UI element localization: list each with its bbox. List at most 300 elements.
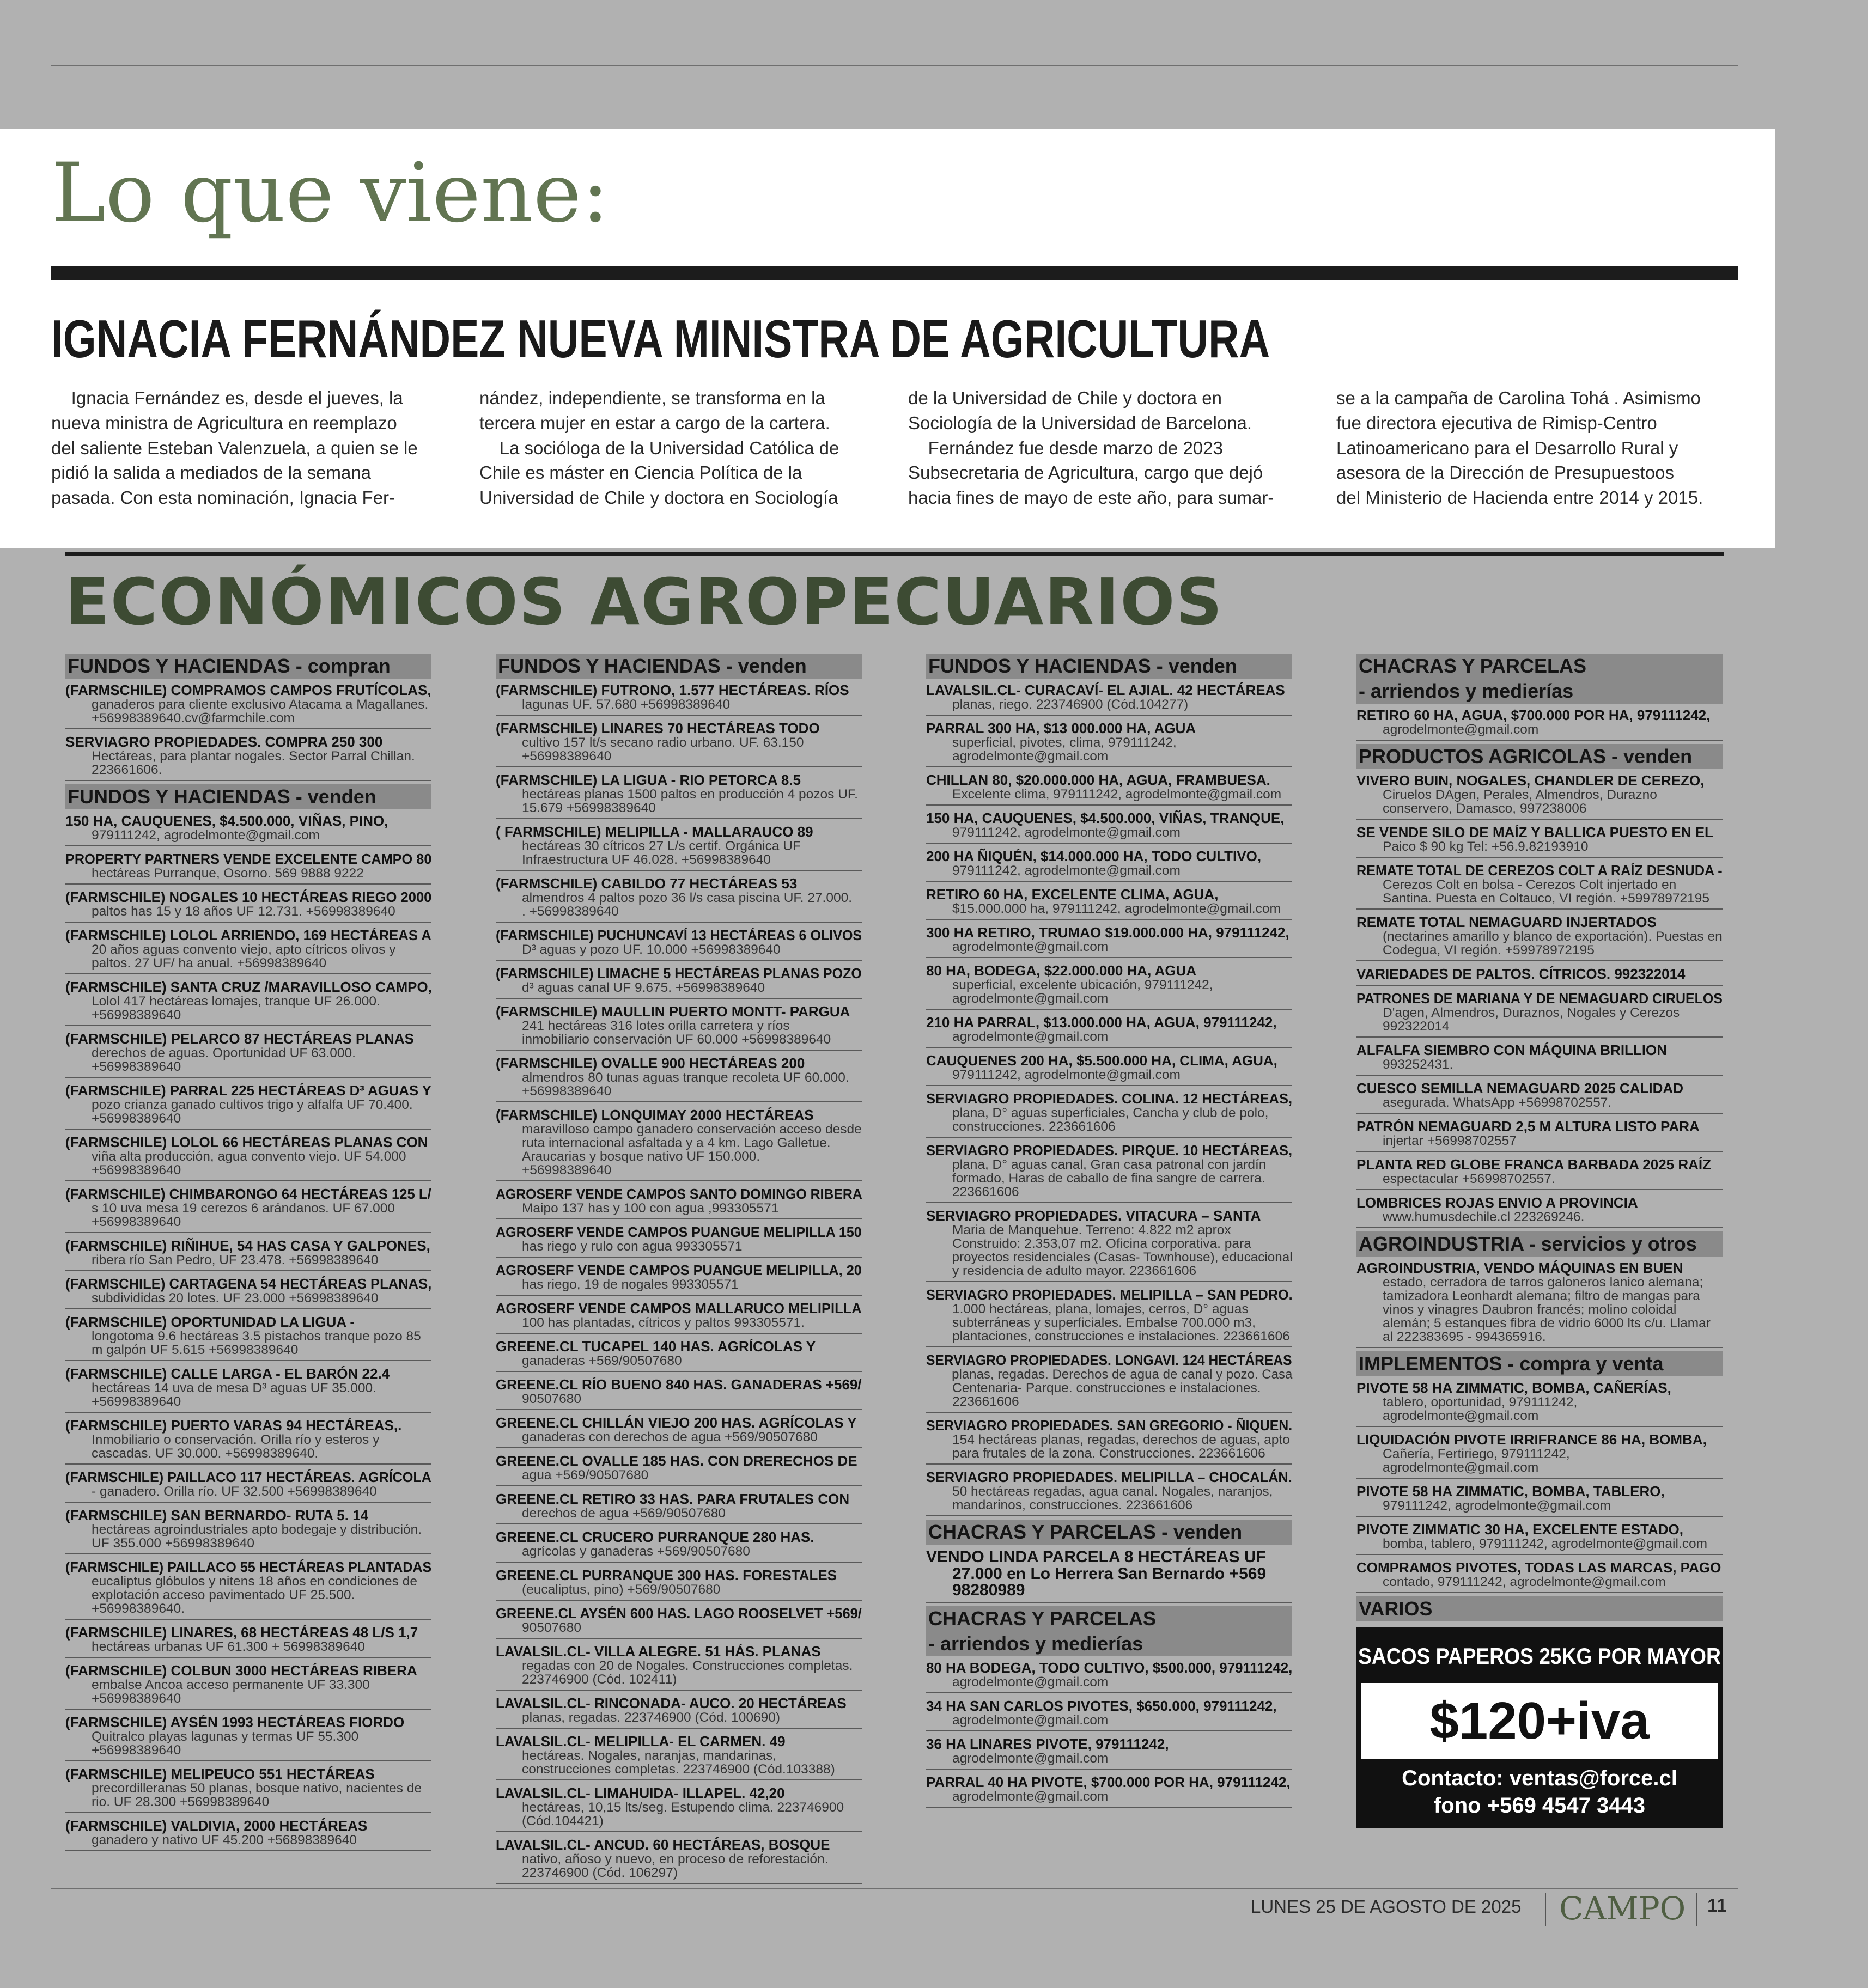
classified-ad: [1356, 965, 1723, 986]
ad-title: SERVIAGRO PROPIEDADES. LONGAVI. 124 HECTÁREAS: [926, 1352, 1292, 1368]
ad-body-line: 992322014: [1383, 1019, 1450, 1034]
section-header: [1356, 1231, 1723, 1257]
ad-title: SERVIAGRO PROPIEDADES. VITACURA – SANTA: [926, 1208, 1261, 1224]
classified-ad: [496, 1002, 862, 1051]
ad-title: (FARMSCHILE) CARTAGENA 54 HECTÁREAS PLANAS,: [65, 1276, 432, 1292]
classified-ad: [1356, 1155, 1723, 1190]
section-header-line: - arriendos y medierías: [928, 1632, 1143, 1655]
classifieds-column-3: [926, 654, 1292, 1811]
ad-title: RETIRO 60 HA, EXCELENTE CLIMA, AGUA,: [926, 886, 1219, 902]
ad-body-line: (eucaliptus, pino) +569/90507680: [522, 1582, 721, 1597]
ad-body-line: longotoma 9.6 hectáreas 3.5 pistachos tranque pozo 85: [92, 1329, 421, 1344]
ad-body-line: 223746900 (Cód. 106297): [522, 1865, 678, 1880]
ad-title: GREENE.CL OVALLE 185 HAS. CON DRERECHOS DE: [496, 1453, 857, 1469]
section-header: [926, 654, 1292, 679]
classified-ad: [1356, 1041, 1723, 1076]
classified-ad: [65, 1029, 431, 1078]
ad-body-line: +56998389640: [522, 1163, 612, 1178]
section-divider: [51, 266, 1738, 280]
classified-ad: [926, 1697, 1292, 1731]
ad-body-line: 979111242, agrodelmonte@gmail.com: [952, 863, 1181, 878]
ad-body-line: Codegua, VI región. +59978972195: [1383, 943, 1595, 958]
classified-ad: [926, 809, 1292, 844]
article-line: Latinoamericano para el Desarrollo Rural y: [1336, 437, 1678, 458]
footer-date: LUNES 25 DE AGOSTO DE 2025: [1251, 1896, 1522, 1917]
classified-ad: [496, 1490, 862, 1524]
ad-body-line: +56998389640: [92, 1163, 181, 1178]
ad-body-line: plantaciones, construcciones e instalaciones. 223661606: [952, 1329, 1290, 1344]
classified-ad: [65, 1623, 431, 1658]
classified-ad: [496, 1732, 862, 1780]
classified-ad: [926, 1735, 1292, 1770]
classified-ad: [65, 1661, 431, 1710]
ad-title: 150 HA, CAUQUENES, $4.500.000, VIÑAS, PINO,: [65, 813, 388, 829]
ad-title: PROPERTY PARTNERS VENDE EXCELENTE CAMPO 80: [65, 851, 432, 867]
ad-title: (FARMSCHILE) RIÑIHUE, 54 HAS CASA Y GALPONES,: [65, 1237, 430, 1254]
ad-body-line: paltos has 15 y 18 años UF 12.731. +56998389640: [92, 904, 395, 919]
ad-body-line: 154 hectáreas planas, regadas, derechos de aguas, apto: [952, 1432, 1290, 1447]
ad-title: COMPRAMOS PIVOTES, TODAS LAS MARCAS, PAGO: [1356, 1559, 1721, 1576]
ad-title: ( FARMSCHILE) MELIPILLA - MALLARAUCO 89: [496, 824, 813, 840]
ad-body-line: Cerezos Colt en bolsa - Cerezos Colt injertado en: [1383, 877, 1677, 892]
ad-body-line: derechos de agua +569/90507680: [522, 1506, 726, 1521]
classifieds-column-4: [1356, 654, 1723, 1828]
ad-title: LAVALSIL.CL- ANCUD. 60 HECTÁREAS, BOSQUE: [496, 1837, 830, 1853]
promo-contact-line: fono +569 4547 3443: [1433, 1794, 1646, 1818]
ad-body-line: hectáreas 30 cítricos 27 L/s certif. Orgánica UF: [522, 839, 801, 853]
section-header-line: FUNDOS Y HACIENDAS - venden: [928, 655, 1237, 677]
ad-body-line: www.humusdechile.cl 223269246.: [1383, 1210, 1585, 1224]
ad-body-line: derechos de aguas. Oportunidad UF 63.000.: [92, 1046, 356, 1060]
ad-title: SE VENDE SILO DE MAÍZ Y BALLICA PUESTO EN EL: [1356, 824, 1713, 840]
classified-ad: [926, 847, 1292, 882]
ad-body-line: superficial, excelente ubicación, 979111242,: [952, 978, 1213, 992]
classified-ad: [496, 964, 862, 999]
classified-ad: [926, 1351, 1292, 1413]
ad-body-line: +56998389640: [92, 1394, 181, 1409]
classified-ad: [65, 926, 431, 974]
ad-body-line: +56998389640: [92, 1008, 181, 1022]
ad-title: SERVIAGRO PROPIEDADES. SAN GREGORIO - ÑIQUEN.: [926, 1417, 1293, 1434]
section-header-line: VARIOS: [1359, 1597, 1433, 1620]
ad-title: SERVIAGRO PROPIEDADES. COLINA. 12 HECTÁREAS,: [926, 1090, 1293, 1107]
ad-body-line: agrodelmonte@gmail.com: [1383, 1460, 1539, 1475]
article-line: tercera mujer en estar a cargo de la cartera.: [479, 412, 830, 433]
ad-body-line: hectáreas 14 uva de mesa D³ aguas UF 35.000.: [92, 1381, 376, 1395]
ad-body-line: agua +569/90507680: [522, 1468, 649, 1483]
ad-body-line: 100 has plantadas, cítricos y paltos 993305571.: [522, 1315, 805, 1330]
classified-ad: [926, 681, 1292, 716]
ad-title: GREENE.CL TUCAPEL 140 HAS. AGRÍCOLAS Y: [496, 1338, 816, 1355]
ad-body-line: D'agen, Almendros, Duraznos, Nogales y Cerezos: [1383, 1005, 1680, 1020]
ad-title: (FARMSCHILE) MELIPEUCO 551 HECTÁREAS: [65, 1766, 375, 1782]
ad-title: LIQUIDACIÓN PIVOTE IRRIFRANCE 86 HA, BOMBA,: [1356, 1431, 1707, 1448]
classified-ad: [1356, 1079, 1723, 1114]
ad-body-line: Inmobiliario o conservación. Orilla río y esteros y: [92, 1432, 380, 1447]
promo-price: $120+iva: [1361, 1683, 1718, 1759]
page-number: 11: [1707, 1895, 1727, 1916]
classified-ad: [496, 1106, 862, 1181]
ad-title: AGROINDUSTRIA, VENDO MÁQUINAS EN BUEN: [1356, 1260, 1683, 1276]
classified-ad: [65, 1468, 431, 1503]
ad-body-line: y residencia de adulto mayor. 223661606: [952, 1264, 1197, 1278]
ad-title: (FARMSCHILE) LOLOL 66 HECTÁREAS PLANAS CON: [65, 1134, 428, 1150]
ad-title: 80 HA BODEGA, TODO CULTIVO, $500.000, 979111242,: [926, 1660, 1293, 1676]
article-line: Subsecretaria de Agricultura, cargo que dejó: [908, 462, 1263, 483]
ad-title: (FARMSCHILE) COMPRAMOS CAMPOS FRUTÍCOLAS,: [65, 682, 431, 698]
section-header-line: IMPLEMENTOS - compra y venta: [1359, 1352, 1664, 1375]
ad-title: PARRAL 40 HA PIVOTE, $700.000 POR HA, 979111242,: [926, 1774, 1291, 1790]
ad-body-line: agrodelmonte@gmail.com: [952, 940, 1109, 954]
ad-title: (FARMSCHILE) NOGALES 10 HECTÁREAS RIEGO 2000: [65, 889, 432, 905]
classified-ad: [496, 926, 862, 961]
classified-ad: [926, 1773, 1292, 1808]
classified-ad: [926, 1658, 1292, 1693]
ad-body-line: Cañería, Fertiriego, 979111242,: [1383, 1447, 1570, 1461]
ad-body-line: Paico $ 90 kg Tel: +56.9.82193910: [1383, 839, 1589, 854]
ad-body-line: ganaderas +569/90507680: [522, 1353, 682, 1368]
ad-title: ALFALFA SIEMBRO CON MÁQUINA BRILLION: [1356, 1042, 1668, 1058]
ad-body-line: planas, riego. 223746900 (Cód.104277): [952, 697, 1189, 712]
top-rule: [51, 65, 1738, 66]
ad-body-line: +56998389640.cv@farmchile.com: [92, 711, 295, 725]
ad-title: LAVALSIL.CL- CURACAVÍ- EL AJIAL. 42 HECTÁREAS: [926, 682, 1285, 698]
classified-ad: [1356, 771, 1723, 820]
article-line: Chile es máster en Ciencia Política de la: [479, 462, 802, 483]
classified-ad: [496, 1784, 862, 1832]
article-line: Fernández fue desde marzo de 2023: [908, 437, 1223, 458]
ad-body-line: +56998389640: [92, 1743, 181, 1758]
ad-body-line: +56998389640: [522, 1084, 612, 1099]
ad-body-line: 993252431.: [1383, 1057, 1453, 1072]
classified-ad: [1356, 1482, 1723, 1517]
classified-ad: [65, 1364, 431, 1413]
classified-ad: [496, 1185, 862, 1219]
classified-ad: [65, 1274, 431, 1309]
ad-body-line: ruta internacional asfaltada y a 4 km. Lago Galletue.: [522, 1136, 831, 1150]
ad-body-line: 241 hectáreas 316 lotes orilla carretera y ríos: [522, 1019, 790, 1033]
ad-body-line: Hectáreas, para plantar nogales. Sector Parral Chillan.: [92, 749, 415, 764]
classified-ad: [926, 923, 1292, 958]
ad-body-line: almendros 80 tunas aguas tranque recoleta UF 60.000.: [522, 1070, 849, 1085]
classified-ad: [496, 1337, 862, 1372]
footer-separator: [1545, 1893, 1546, 1926]
ad-body-line: formado, Haras de caballo de fina sangre de carrera.: [952, 1171, 1265, 1186]
ad-body-line: agrodelmonte@gmail.com: [952, 991, 1109, 1006]
ad-body-line: Centenaria- Parque. construcciones e instalaciones.: [952, 1381, 1261, 1395]
classified-ad: [496, 1375, 862, 1410]
ad-body-line: has riego y rulo con agua 993305571: [522, 1239, 743, 1254]
classified-ad: [496, 681, 862, 716]
ad-body-line: 223661606: [952, 1394, 1019, 1409]
ad-title: GREENE.CL CHILLÁN VIEJO 200 HAS. AGRÍCOLAS Y: [496, 1414, 857, 1431]
ad-title: (FARMSCHILE) CALLE LARGA - EL BARÓN 22.4: [65, 1365, 390, 1382]
classified-ad: [496, 771, 862, 819]
ad-body-line: (Cód.104421): [522, 1814, 604, 1828]
ad-title: (FARMSCHILE) LINARES 70 HECTÁREAS TODO: [496, 720, 820, 736]
article-column-4: [1336, 386, 1742, 510]
ad-body-line: proyectos residenciales (Casas- Townhouse), educacional: [952, 1250, 1293, 1265]
ad-title: (FARMSCHILE) PAILLACO 55 HECTÁREAS PLANTADAS: [65, 1559, 432, 1575]
ad-body-line: espectacular +56998702557.: [1383, 1172, 1555, 1186]
ad-title: VARIEDADES DE PALTOS. CÍTRICOS. 992322014: [1356, 966, 1686, 982]
section-header-line: FUNDOS Y HACIENDAS - venden: [498, 655, 807, 677]
classified-ad: [65, 812, 431, 846]
ad-body-line: +56998389640.: [92, 1601, 185, 1616]
ad-body-line: - ganadero. Orilla río. UF 32.500 +56998389640: [92, 1484, 377, 1499]
ad-body-line: Maipo 137 has y 100 con agua ,993305571: [522, 1201, 779, 1216]
ad-title: SERVIAGRO PROPIEDADES. MELIPILLA – SAN PEDRO.: [926, 1286, 1293, 1303]
classified-ad: [65, 681, 431, 729]
ad-body-line: 90507680: [522, 1620, 582, 1635]
ad-body-line: agrodelmonte@gmail.com: [952, 1789, 1109, 1804]
ad-title: 200 HA ÑIQUÉN, $14.000.000 HA, TODO CULTIVO,: [926, 848, 1262, 864]
classified-ad: [496, 1223, 862, 1258]
section-header-line: CHACRAS Y PARCELAS: [928, 1607, 1157, 1630]
ad-body-line: Araucarias y bosque nativo UF 150.000.: [522, 1149, 760, 1164]
classified-ad: [496, 1642, 862, 1691]
ad-body-line: paltos. 27 UF/ ha anual. +56998389640: [92, 956, 327, 971]
classified-ad: [496, 1694, 862, 1729]
classified-ad: [1356, 1558, 1723, 1593]
classified-ad: [926, 771, 1292, 806]
ad-title: (FARMSCHILE) FUTRONO, 1.577 HECTÁREAS. RÍOS: [496, 682, 849, 698]
ad-body-line: hectáreas. Nogales, naranjas, mandarinas,: [522, 1748, 777, 1763]
ad-title: (FARMSCHILE) CHIMBARONGO 64 HECTÁREAS 125 L/: [65, 1186, 431, 1202]
classifieds-column-1: [65, 654, 431, 1855]
ad-body-line: eucaliptus glóbulos y nitens 18 años en condiciones de: [92, 1574, 417, 1589]
ad-title: LOMBRICES ROJAS ENVIO A PROVINCIA: [1356, 1194, 1638, 1211]
article-line: pidió la salida a mediados de la semana: [51, 462, 372, 483]
ad-title: CAUQUENES 200 HA, $5.500.000 HA, CLIMA, AGUA,: [926, 1052, 1277, 1069]
classified-ad: [926, 1089, 1292, 1138]
ad-body-line: cascadas. UF 30.000. +56998389640.: [92, 1446, 319, 1461]
classified-ad: [496, 719, 862, 767]
ad-body-line: d³ aguas canal UF 9.675. +56998389640: [522, 980, 765, 995]
classified-ad: [65, 1313, 431, 1361]
classified-ad: [65, 888, 431, 923]
ad-body-line: +56998389640: [92, 1111, 181, 1126]
ad-body-line: 979111242, agrodelmonte@gmail.com: [952, 825, 1181, 840]
ad-body-line: agrodelmonte@gmail.com: [952, 749, 1109, 764]
ad-title: (FARMSCHILE) MAULLIN PUERTO MONTT- PARGUA: [496, 1003, 850, 1020]
classified-ad: [496, 1299, 862, 1334]
classified-ad: [1356, 1379, 1723, 1427]
article-line: fue directora ejecutiva de Rimisp-Centro: [1336, 412, 1657, 433]
ad-title: REMATE TOTAL NEMAGUARD INJERTADOS: [1356, 914, 1657, 930]
classified-ad: [1356, 913, 1723, 961]
ad-body-line: almendros 4 paltos pozo 36 l/s casa piscina UF. 27.000.: [522, 891, 853, 905]
ad-body-line: alemán; 5 estanques fibra de vidrio 6000 lts c/u. Llamar: [1383, 1316, 1711, 1331]
ad-body-line: +56998389640: [92, 1215, 181, 1229]
ad-title: LAVALSIL.CL- RINCONADA- AUCO. 20 HECTÁREAS: [496, 1695, 847, 1711]
classified-ad: [926, 885, 1292, 920]
section-header-line: CHACRAS Y PARCELAS - venden: [928, 1521, 1243, 1543]
classified-ad: [1356, 989, 1723, 1038]
ad-title: PIVOTE 58 HA ZIMMATIC, BOMBA, TABLERO,: [1356, 1483, 1665, 1499]
ad-body-line: Maria de Manquehue. Terreno: 4.822 m2 aprox: [952, 1223, 1231, 1237]
ad-body-line: tablero, oportunidad, 979111242,: [1383, 1395, 1578, 1410]
classified-ad: [496, 1413, 862, 1448]
ad-body-line: tamizadora Leonhardt alemana; filtro de mangas para: [1383, 1289, 1700, 1303]
ad-title: SERVIAGRO PROPIEDADES. PIRQUE. 10 HECTÁREAS,: [926, 1142, 1293, 1158]
classified-ad: [65, 1133, 431, 1181]
classified-ad: [65, 733, 431, 781]
ad-body-line: vinos y vinagres Daubron francés; molino coloidal: [1383, 1302, 1677, 1317]
ad-body-line: precordilleranas 50 planas, bosque nativo, nacientes de: [92, 1781, 422, 1796]
ad-body-line: construcciones. 223661606: [952, 1119, 1116, 1134]
section-header: [65, 654, 431, 679]
ad-body-line: +56998389640: [92, 1691, 181, 1706]
ad-body-line: ganadero y nativo UF 45.200 +56898389640: [92, 1833, 357, 1847]
ad-title: LAVALSIL.CL- LIMAHUIDA- ILLAPEL. 42,20: [496, 1785, 785, 1801]
ad-body-line: subterráneas y superficiales. Embalse 700.000 m3,: [952, 1315, 1256, 1330]
ad-body-line: agrodelmonte@gmail.com: [952, 1713, 1109, 1728]
ad-title: PATRONES DE MARIANA Y DE NEMAGUARD CIRUELOS: [1356, 990, 1723, 1007]
ad-body-line: rio. UF 28.300 +56998389640: [92, 1795, 270, 1809]
article-line: nueva ministra de Agricultura en reemplazo: [51, 412, 397, 433]
classified-ad: [65, 1081, 431, 1130]
ad-body-line: (nectarines amarillo y blanco de exportación). Puestas en: [1383, 929, 1723, 944]
ad-body-line: Quitralco playas lagunas y termas UF 55.300: [92, 1729, 359, 1744]
ad-title: GREENE.CL RÍO BUENO 840 HAS. GANADERAS +569/: [496, 1376, 862, 1393]
classified-ad: [926, 1547, 1292, 1603]
ad-body-line: s 10 uva mesa 19 cerezos 6 arándanos. UF 67.000: [92, 1201, 395, 1216]
ad-title: 210 HA PARRAL, $13.000.000 HA, AGUA, 979111242,: [926, 1014, 1277, 1030]
ad-title: CHILLAN 80, $20.000.000 HA, AGUA, FRAMBUESA.: [926, 772, 1270, 788]
classified-ad: [926, 1416, 1292, 1465]
classified-ad: [926, 1051, 1292, 1086]
ad-body-line: +56998389640: [92, 1059, 181, 1074]
ad-body-line: plana, D° aguas superficiales, Cancha y club de polo,: [952, 1106, 1269, 1120]
ad-body-line: construcciones completas. 223746900 (Cód.103388): [522, 1762, 835, 1777]
ad-title: (FARMSCHILE) PARRAL 225 HECTÁREAS D³ AGUAS Y: [65, 1082, 431, 1099]
ad-body-line: superficial, pivotes, clima, 979111242,: [952, 735, 1177, 750]
classified-ad: [926, 719, 1292, 767]
ad-body-line: agrodelmonte@gmail.com: [952, 1029, 1109, 1044]
article-line: del saliente Esteban Valenzuela, a quien se le: [51, 437, 418, 458]
section-header: [1356, 744, 1723, 769]
classified-ad: [926, 1013, 1292, 1048]
footer-rule: [51, 1888, 1738, 1889]
ad-title: (FARMSCHILE) COLBUN 3000 HECTÁREAS RIBERA: [65, 1662, 417, 1679]
ad-body-line: contado, 979111242, agrodelmonte@gmail.com: [1383, 1575, 1666, 1589]
ad-body-line: regadas con 20 de Nogales. Construcciones completas.: [522, 1658, 853, 1673]
classified-ad: [926, 1141, 1292, 1203]
ad-body-line: +56998389640: [522, 749, 612, 764]
section-header: [65, 784, 431, 809]
section-header-line: FUNDOS Y HACIENDAS - venden: [68, 785, 376, 808]
classified-ad: [496, 822, 862, 871]
ad-title: (FARMSCHILE) LIMACHE 5 HECTÁREAS PLANAS POZO: [496, 965, 862, 981]
ad-title: (FARMSCHILE) PUCHUNCAVÍ 13 HECTÁREAS 6 OLIVOS: [496, 927, 862, 943]
ad-title: REMATE TOTAL DE CEREZOS COLT A RAÍZ DESNUDA -: [1356, 862, 1723, 879]
classified-ad: [496, 1604, 862, 1639]
promo-ad-box: [1356, 1627, 1723, 1828]
article-line: Sociología de la Universidad de Barcelona.: [908, 412, 1252, 433]
article-line: Universidad de Chile y doctora en Sociología: [479, 487, 838, 508]
classified-ad: [65, 1765, 431, 1813]
classified-ad: [496, 1566, 862, 1601]
article-line: La socióloga de la Universidad Católica de: [479, 437, 839, 458]
classified-ad: [1356, 1520, 1723, 1555]
classified-ad: [926, 1468, 1292, 1516]
classified-ad: [65, 1185, 431, 1233]
classified-ad: [65, 1558, 431, 1620]
ad-title: GREENE.CL AYSÉN 600 HAS. LAGO ROOSELVET +569/: [496, 1605, 862, 1621]
ad-body-line: hectáreas, 10,15 lts/seg. Estupendo clima. 223746900: [522, 1800, 844, 1815]
ad-body-line: hectáreas Purranque, Osorno. 569 9888 9222: [92, 866, 364, 881]
article-line: de la Universidad de Chile y doctora en: [908, 388, 1222, 408]
ad-title: AGROSERF VENDE CAMPOS PUANGUE MELIPILLA 150: [496, 1224, 862, 1240]
classified-ad: [926, 961, 1292, 1010]
ad-title: 34 HA SAN CARLOS PIVOTES, $650.000, 979111242,: [926, 1698, 1277, 1714]
classified-ad: [1356, 1117, 1723, 1152]
ad-body-line: has riego, 19 de nogales 993305571: [522, 1277, 739, 1292]
section-header-line: FUNDOS Y HACIENDAS - compran: [68, 655, 391, 677]
classified-ad: [65, 1236, 431, 1271]
ad-title: (FARMSCHILE) AYSÉN 1993 HECTÁREAS FIORDO: [65, 1714, 405, 1730]
classifieds-rule: [65, 552, 1724, 556]
ad-title: 80 HA, BODEGA, $22.000.000 HA, AGUA: [926, 962, 1197, 979]
section-header: [1356, 654, 1723, 704]
ad-title: (FARMSCHILE) LONQUIMAY 2000 HECTÁREAS: [496, 1107, 814, 1123]
classified-ad: [65, 1816, 431, 1851]
ad-body-line: cultivo 157 lt/s secano radio urbano. UF. 63.150: [522, 735, 804, 750]
ad-title: (FARMSCHILE) OPORTUNIDAD LA LIGUA -: [65, 1314, 355, 1330]
ad-body-line: inmobiliario conservación UF 60.000 +56998389640: [522, 1032, 831, 1047]
ad-title: (FARMSCHILE) LA LIGUA - RIO PETORCA 8.5: [496, 772, 801, 788]
ad-title: PLANTA RED GLOBE FRANCA BARBADA 2025 RAÍZ: [1356, 1156, 1711, 1173]
ad-title: SERVIAGRO PROPIEDADES. COMPRA 250 300: [65, 734, 383, 750]
ad-body-line: ganaderos para cliente exclusivo Atacama a Magallanes.: [92, 697, 429, 712]
ad-body-line: 223661606.: [92, 763, 162, 777]
ad-body-line: embalse Ancoa acceso permanente UF 33.300: [92, 1678, 370, 1692]
ad-body-line: pozo crianza ganado cultivos trigo y alfalfa UF 70.400.: [92, 1097, 413, 1112]
ad-body-line: hectáreas planas 1500 paltos en producción 4 pozos UF.: [522, 787, 858, 802]
ad-title: PIVOTE ZIMMATIC 30 HA, EXCELENTE ESTADO,: [1356, 1521, 1683, 1538]
ad-body-line: 98280989: [952, 1581, 1025, 1599]
ad-body-line: maravilloso campo ganadero conservación acceso desde: [522, 1122, 862, 1137]
section-header-line: AGROINDUSTRIA - servicios y otros: [1359, 1233, 1697, 1255]
ad-title: GREENE.CL RETIRO 33 HAS. PARA FRUTALES CON: [496, 1491, 850, 1507]
article-line: hacia fines de mayo de este año, para sumar-: [908, 487, 1274, 508]
ad-title: AGROSERF VENDE CAMPOS PUANGUE MELIPILLA, 20: [496, 1262, 862, 1278]
footer-separator: [1696, 1893, 1697, 1926]
ad-body-line: 979111242, agrodelmonte@gmail.com: [1383, 1498, 1611, 1513]
ad-body-line: planas, regadas. 223746900 (Cód. 100690): [522, 1710, 781, 1725]
ad-body-line: . +56998389640: [522, 904, 619, 919]
classified-ad: [926, 1285, 1292, 1347]
ad-body-line: UF 355.000 +56998389640: [92, 1536, 255, 1551]
promo-contact-line: Contacto: ventas@force.cl: [1402, 1766, 1677, 1790]
classified-ad: [496, 1261, 862, 1296]
ad-body-line: asegurada. WhatsApp +56998702557.: [1383, 1095, 1612, 1110]
ad-body-line: explotación acceso pavimentado UF 25.500.: [92, 1588, 355, 1602]
ad-title: (FARMSCHILE) SAN BERNARDO- RUTA 5. 14: [65, 1507, 369, 1523]
footer-section-name: CAMPO: [1559, 1890, 1686, 1927]
classified-ad: [65, 978, 431, 1026]
news-headline: IGNACIA FERNÁNDEZ NUEVA MINISTRA DE AGRICULTURA: [51, 309, 1270, 369]
ad-body-line: D³ aguas y pozo UF. 10.000 +56998389640: [522, 942, 781, 957]
article-line: asesora de la Dirección de Presupuestoos: [1336, 462, 1675, 483]
ad-title: (FARMSCHILE) PUERTO VARAS 94 HECTÁREAS,.: [65, 1417, 402, 1434]
section-header: [1356, 1596, 1723, 1621]
classified-ad: [1356, 1193, 1723, 1228]
ad-title: (FARMSCHILE) SANTA CRUZ /MARAVILLOSO CAMPO,: [65, 979, 432, 995]
ad-title: PIVOTE 58 HA ZIMMATIC, BOMBA, CAÑERÍAS,: [1356, 1380, 1671, 1396]
ad-body-line: 20 años aguas convento viejo, apto cítricos olivos y: [92, 942, 396, 957]
